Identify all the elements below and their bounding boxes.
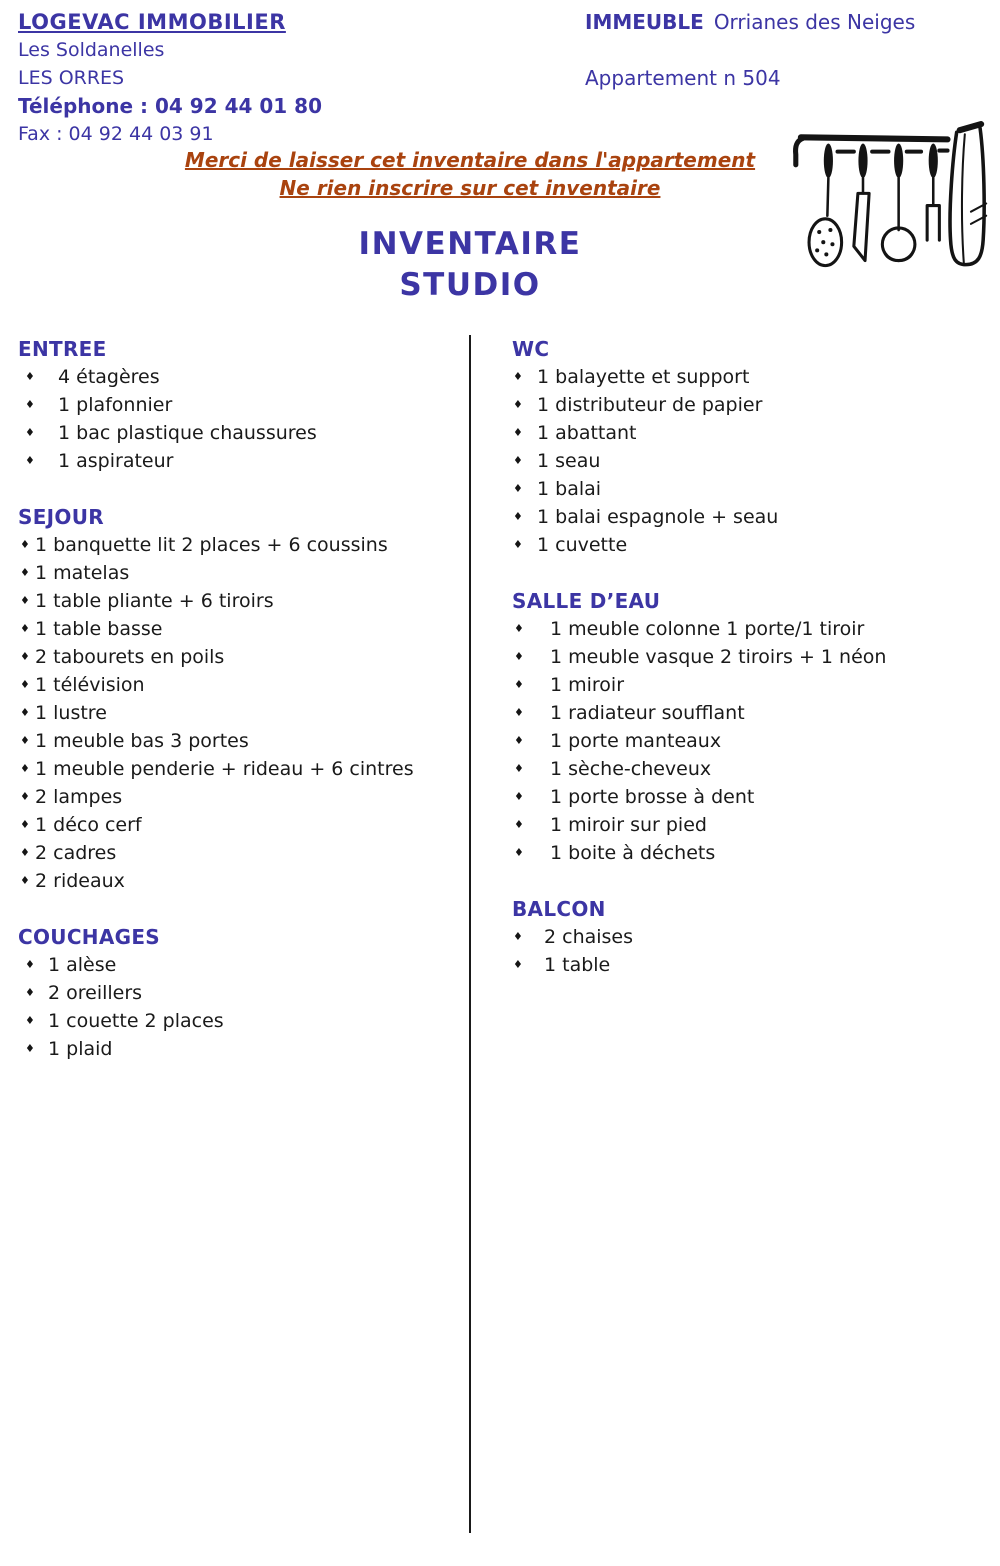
item-text: 1 balayette et support xyxy=(537,366,750,388)
bullet-icon: ♦ xyxy=(25,1014,35,1027)
bullet-icon: ♦ xyxy=(514,818,524,831)
list-item xyxy=(512,363,987,391)
bullet-icon: ♦ xyxy=(514,846,524,859)
item-text: 1 table xyxy=(544,954,611,976)
item-text: 1 boite à déchets xyxy=(550,842,716,864)
agency-fax: Fax : 04 92 44 03 91 xyxy=(18,123,214,145)
bullet-icon: ♦ xyxy=(20,650,30,663)
building-line xyxy=(585,8,915,36)
item-text: 1 couette 2 places xyxy=(48,1010,224,1032)
item-text: 1 sèche-cheveux xyxy=(550,758,712,780)
item-text: 1 distributeur de papier xyxy=(537,394,763,416)
bullet-icon: ♦ xyxy=(20,566,30,579)
bullet-icon: ♦ xyxy=(514,762,524,775)
list-item xyxy=(18,867,463,895)
section-balcon xyxy=(512,895,987,979)
list-item xyxy=(18,615,463,643)
list-item xyxy=(512,699,987,727)
item-text: 1 miroir sur pied xyxy=(550,814,707,836)
list-item xyxy=(512,783,987,811)
item-text: 2 chaises xyxy=(544,926,634,948)
bullet-icon: ♦ xyxy=(25,426,35,439)
list-item xyxy=(18,699,463,727)
bullet-icon: ♦ xyxy=(514,790,524,803)
list-item xyxy=(18,447,463,475)
list-item xyxy=(18,587,463,615)
notice-line-1: Merci de laisser cet inventaire dans l'appartement xyxy=(184,148,756,172)
list-item xyxy=(512,923,987,951)
agency-residence: Les Soldanelles xyxy=(18,39,165,61)
list-item xyxy=(512,531,987,559)
item-text: 4 étagères xyxy=(58,366,160,388)
bullet-icon: ♦ xyxy=(513,538,523,551)
item-text: 2 lampes xyxy=(35,786,123,808)
column-divider xyxy=(469,335,471,1533)
bullet-icon: ♦ xyxy=(20,846,30,859)
bullet-icon: ♦ xyxy=(20,734,30,747)
bullet-icon: ♦ xyxy=(514,706,524,719)
section-title: SALLE D’EAU xyxy=(512,589,661,613)
right-column xyxy=(512,335,987,979)
item-text: 2 cadres xyxy=(35,842,117,864)
list-item xyxy=(18,671,463,699)
list-item xyxy=(18,951,463,979)
bullet-icon: ♦ xyxy=(25,398,35,411)
item-text: 1 cuvette xyxy=(537,534,628,556)
agency-phone: Téléphone : 04 92 44 01 80 xyxy=(18,94,323,118)
item-text: 1 meuble vasque 2 tiroirs + 1 néon xyxy=(550,646,887,668)
item-text: 1 lustre xyxy=(35,702,107,724)
list-item xyxy=(18,531,463,559)
item-text: 1 bac plastique chaussures xyxy=(58,422,317,444)
item-text: 1 balai xyxy=(537,478,602,500)
section-wc xyxy=(512,335,987,559)
item-text: 1 meuble penderie + rideau + 6 cintres xyxy=(35,758,414,780)
item-text: 1 matelas xyxy=(35,562,130,584)
bullet-icon: ♦ xyxy=(513,426,523,439)
item-text: 1 seau xyxy=(537,450,601,472)
bullet-icon: ♦ xyxy=(20,594,30,607)
item-text: 1 télévision xyxy=(35,674,145,696)
list-item xyxy=(512,419,987,447)
bullet-icon: ♦ xyxy=(25,370,35,383)
bullet-icon: ♦ xyxy=(25,1042,35,1055)
agency-block xyxy=(18,8,322,148)
item-text: 1 déco cerf xyxy=(35,814,142,836)
item-text: 1 balai espagnole + seau xyxy=(537,506,779,528)
item-text: 1 porte manteaux xyxy=(550,730,722,752)
section-title: ENTREE xyxy=(18,337,107,361)
item-text: 1 banquette lit 2 places + 6 coussins xyxy=(35,534,388,556)
kitchen-utensils-icon xyxy=(786,118,996,286)
item-text: 1 table pliante + 6 tiroirs xyxy=(35,590,274,612)
section-couchages xyxy=(18,923,463,1063)
list-item xyxy=(18,1035,463,1063)
list-item xyxy=(512,727,987,755)
title-line-2: STUDIO xyxy=(399,267,541,303)
item-list xyxy=(512,363,987,559)
item-text: 1 aspirateur xyxy=(58,450,174,472)
list-item xyxy=(18,811,463,839)
item-text: 1 alèse xyxy=(48,954,117,976)
bullet-icon: ♦ xyxy=(20,762,30,775)
agency-name: LOGEVAC IMMOBILIER xyxy=(18,10,286,34)
section-title: BALCON xyxy=(512,897,606,921)
list-item xyxy=(18,643,463,671)
section-sejour xyxy=(18,503,463,895)
list-item xyxy=(512,811,987,839)
bullet-icon: ♦ xyxy=(20,706,30,719)
item-list xyxy=(18,531,463,895)
item-list xyxy=(512,923,987,979)
item-text: 1 abattant xyxy=(537,422,637,444)
item-list xyxy=(18,363,463,475)
building-block xyxy=(585,8,915,92)
list-item xyxy=(512,951,987,979)
agency-city: LES ORRES xyxy=(18,67,125,89)
item-text: 1 radiateur soufflant xyxy=(550,702,745,724)
bullet-icon: ♦ xyxy=(20,790,30,803)
list-item xyxy=(18,755,463,783)
list-item xyxy=(512,447,987,475)
bullet-icon: ♦ xyxy=(513,398,523,411)
building-label: IMMEUBLE xyxy=(585,10,704,34)
bullet-icon: ♦ xyxy=(514,622,524,635)
section-title: COUCHAGES xyxy=(18,925,160,949)
list-item xyxy=(18,363,463,391)
item-text: 2 rideaux xyxy=(35,870,125,892)
list-item xyxy=(512,475,987,503)
bullet-icon: ♦ xyxy=(514,650,524,663)
item-text: 1 table basse xyxy=(35,618,163,640)
building-name: Orrianes des Neiges xyxy=(713,10,916,34)
item-list xyxy=(512,615,987,867)
list-item xyxy=(18,979,463,1007)
list-item xyxy=(18,839,463,867)
bullet-icon: ♦ xyxy=(20,538,30,551)
bullet-icon: ♦ xyxy=(514,678,524,691)
apartment-number: Appartement n 504 xyxy=(585,66,781,90)
section-title: WC xyxy=(512,337,550,361)
item-text: 1 plaid xyxy=(48,1038,113,1060)
item-text: 2 oreillers xyxy=(48,982,143,1004)
bullet-icon: ♦ xyxy=(514,734,524,747)
bullet-icon: ♦ xyxy=(20,818,30,831)
list-item xyxy=(18,783,463,811)
notice-line-2: Ne rien inscrire sur cet inventaire xyxy=(279,176,661,200)
item-list xyxy=(18,951,463,1063)
bullet-icon: ♦ xyxy=(513,370,523,383)
bullet-icon: ♦ xyxy=(25,454,35,467)
item-text: 1 meuble bas 3 portes xyxy=(35,730,249,752)
bullet-icon: ♦ xyxy=(513,454,523,467)
list-item xyxy=(512,755,987,783)
item-text: 2 tabourets en poils xyxy=(35,646,225,668)
title-line-1: INVENTAIRE xyxy=(358,226,582,262)
list-item xyxy=(512,839,987,867)
section-title: SEJOUR xyxy=(18,505,104,529)
list-item xyxy=(18,727,463,755)
list-item xyxy=(512,615,987,643)
item-text: 1 meuble colonne 1 porte/1 tiroir xyxy=(550,618,865,640)
bullet-icon: ♦ xyxy=(20,622,30,635)
list-item xyxy=(512,391,987,419)
bullet-icon: ♦ xyxy=(513,510,523,523)
section-salle-deau xyxy=(512,587,987,867)
list-item xyxy=(512,671,987,699)
left-column xyxy=(18,335,463,1063)
list-item xyxy=(18,1007,463,1035)
bullet-icon: ♦ xyxy=(25,958,35,971)
section-entree xyxy=(18,335,463,475)
list-item xyxy=(512,503,987,531)
bullet-icon: ♦ xyxy=(513,482,523,495)
bullet-icon: ♦ xyxy=(20,678,30,691)
list-item xyxy=(18,419,463,447)
list-item xyxy=(18,391,463,419)
item-text: 1 miroir xyxy=(550,674,625,696)
bullet-icon: ♦ xyxy=(513,930,523,943)
bullet-icon: ♦ xyxy=(25,986,35,999)
bullet-icon: ♦ xyxy=(20,874,30,887)
bullet-icon: ♦ xyxy=(513,958,523,971)
list-item xyxy=(18,559,463,587)
list-item xyxy=(512,643,987,671)
item-text: 1 plafonnier xyxy=(58,394,173,416)
item-text: 1 porte brosse à dent xyxy=(550,786,755,808)
